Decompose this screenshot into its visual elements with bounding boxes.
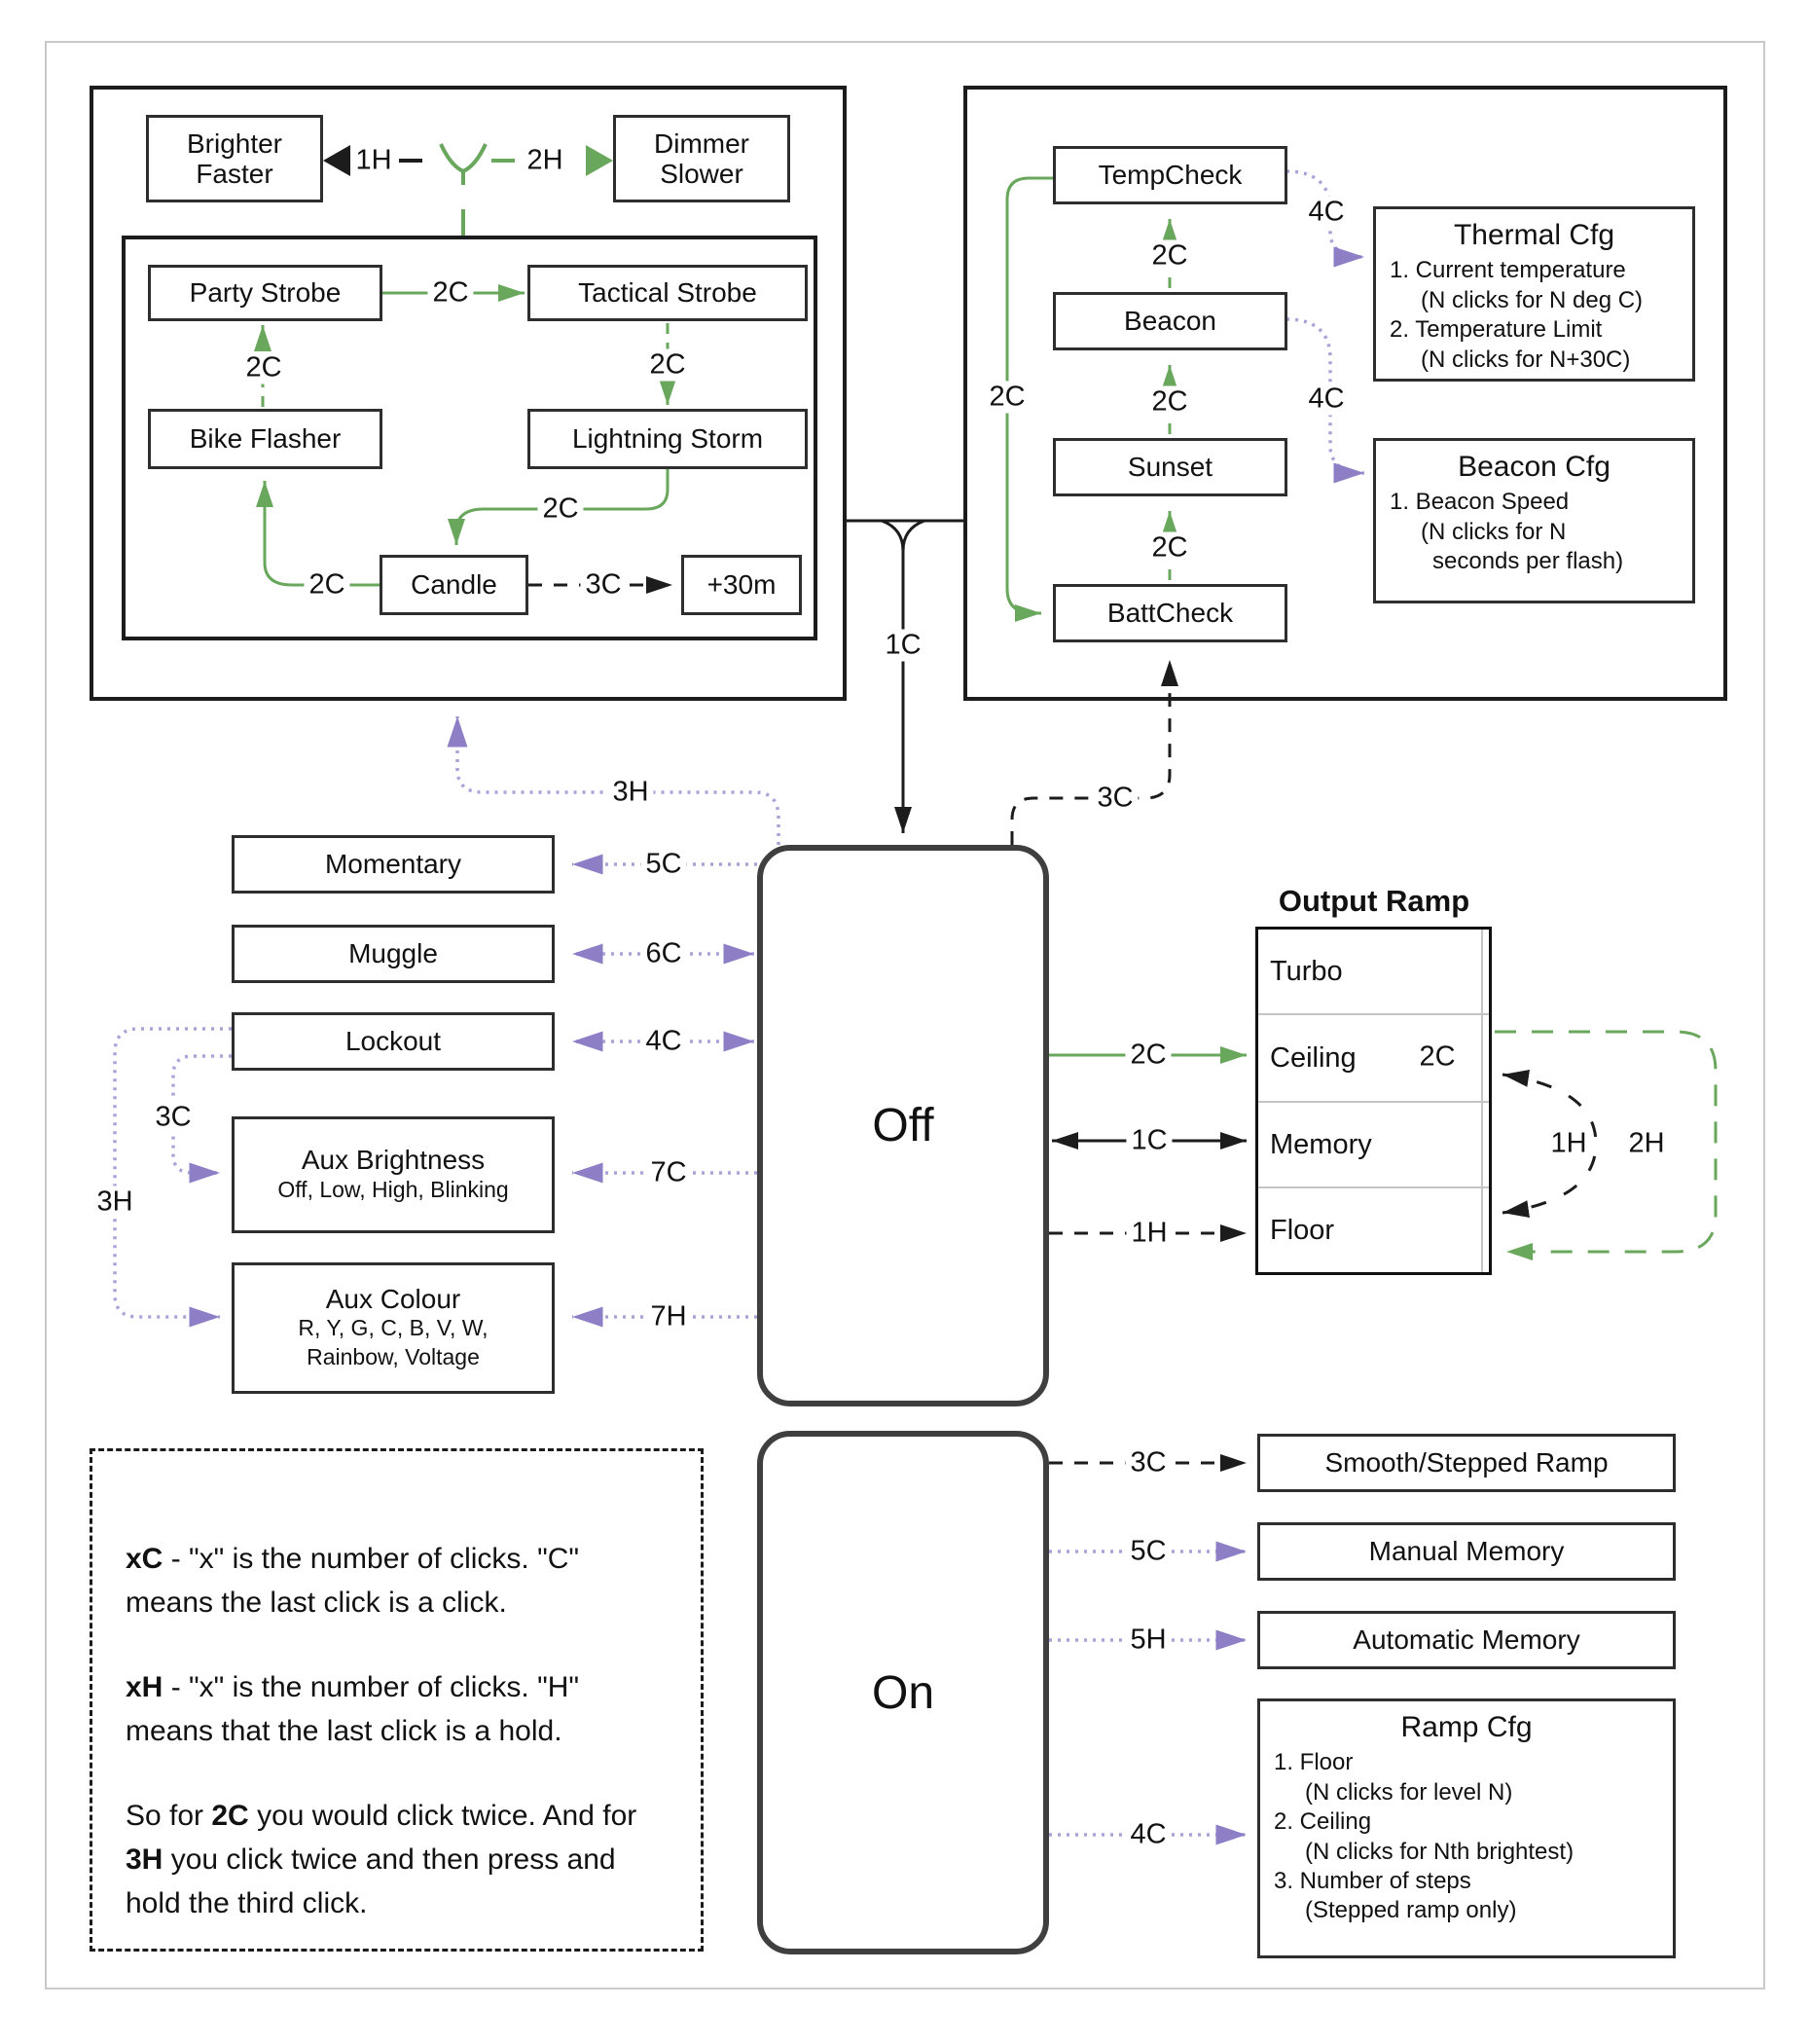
manual-memory-label: Manual Memory (1368, 1536, 1565, 1567)
beacon-label: Beacon (1124, 306, 1216, 337)
label-off-momentary: 5C (640, 849, 686, 881)
bike-label: Bike Flasher (189, 423, 342, 455)
label-candle-plus30: 3C (580, 569, 626, 602)
legend-paragraph-xh (126, 1665, 668, 1753)
label-off-memory: 1C (1126, 1125, 1172, 1157)
beacon-cfg-line: seconds per flash) (1432, 548, 1624, 575)
label-tactical-lightning: 2C (644, 349, 690, 382)
label-sunset-beacon: 2C (1146, 386, 1192, 419)
turbo-label: Turbo (1270, 955, 1343, 987)
lightning-label: Lightning Storm (571, 423, 764, 455)
node-party-strobe (148, 265, 382, 321)
momentary-label: Momentary (324, 849, 462, 880)
tempcheck-label: TempCheck (1098, 160, 1243, 191)
label-off-floor: 1H (1126, 1218, 1172, 1250)
thermal-cfg-line: (N clicks for N+30C) (1421, 346, 1631, 373)
dimmer-line1: Dimmer (654, 128, 749, 159)
node-smooth-stepped-ramp (1257, 1434, 1676, 1492)
label-beacon-beaconcfg: 4C (1303, 383, 1349, 416)
legend-xh-text: - "x" is the number of clicks. "H" means that the last click is a hold. (126, 1671, 580, 1747)
on-label: On (871, 1666, 935, 1719)
label-tempcheck-thermal: 4C (1303, 197, 1349, 229)
node-dimmer-slower (613, 115, 790, 202)
battcheck-label: BattCheck (1106, 598, 1234, 629)
beacon-cfg-line: (N clicks for N (1421, 518, 1567, 545)
label-bike-party: 2C (240, 352, 286, 384)
lockout-label: Lockout (344, 1026, 442, 1057)
legend-box (90, 1448, 704, 1952)
label-off-auxcolour: 7H (645, 1301, 691, 1333)
output-ramp-table (1255, 927, 1492, 1275)
muggle-label: Muggle (348, 938, 438, 969)
node-momentary (232, 835, 555, 894)
ceiling-label: Ceiling (1270, 1041, 1357, 1074)
label-on-manual: 5C (1125, 1536, 1171, 1568)
ramp-cfg-line: (N clicks for level N) (1305, 1778, 1513, 1806)
label-party-tactical: 2C (427, 277, 473, 310)
edge-ramp-wrap-arc (1495, 1032, 1716, 1252)
label-off-ceiling: 2C (1125, 1040, 1171, 1072)
label-off-battcheck: 3C (1092, 783, 1138, 815)
thermal-cfg-line: (N clicks for N deg C) (1421, 286, 1644, 313)
tactical-label: Tactical Strobe (578, 277, 757, 309)
node-lightning-storm (527, 409, 808, 469)
label-beacon-tempcheck: 2C (1146, 240, 1192, 273)
label-off-lockout: 4C (640, 1026, 686, 1058)
candle-label: Candle (411, 569, 497, 601)
label-lockout-auxcolour: 3H (91, 1186, 137, 1219)
label-enter-off: 1C (880, 630, 925, 662)
label-2h-nav: 2H (522, 145, 567, 177)
node-muggle (232, 925, 555, 983)
ramp-gutter-line (1481, 930, 1483, 1272)
brighter-line1: Brighter (186, 128, 283, 159)
legend-example-text: you click twice and then press and hold the third click. (126, 1843, 616, 1919)
node-brighter-faster (146, 115, 323, 202)
aux-colour-options2: Rainbow, Voltage (307, 1344, 480, 1370)
node-battcheck (1053, 584, 1287, 642)
node-tactical-strobe (527, 265, 808, 321)
ramp-cfg-line: 3. Number of steps (1274, 1867, 1471, 1894)
node-lockout (232, 1012, 555, 1071)
node-candle (380, 555, 528, 615)
label-off-muggle: 6C (640, 938, 686, 970)
label-ceiling-floor-arc: 1H (1545, 1128, 1591, 1160)
floor-label: Floor (1270, 1214, 1335, 1246)
funnel (882, 521, 924, 551)
aux-brightness-title: Aux Brightness (301, 1145, 486, 1176)
label-on-rampcfg: 4C (1125, 1819, 1171, 1851)
sunset-label: Sunset (1127, 452, 1213, 483)
legend-xh-term: xH (126, 1671, 163, 1703)
beacon-cfg-line: 1. Beacon Speed (1390, 489, 1570, 516)
label-batt-sunset: 2C (1146, 532, 1192, 565)
state-on (757, 1431, 1049, 1954)
label-off-auxbrightness: 7C (645, 1157, 691, 1189)
memory-label: Memory (1270, 1128, 1372, 1160)
node-automatic-memory (1257, 1611, 1676, 1669)
node-beacon (1053, 292, 1287, 350)
plus30-label: +30m (706, 569, 777, 601)
ramp-cfg-line: 2. Ceiling (1274, 1808, 1372, 1836)
aux-brightness-options: Off, Low, High, Blinking (277, 1176, 509, 1202)
edge-lockout-auxcolour (115, 1029, 232, 1317)
party-label: Party Strobe (189, 277, 342, 309)
thermal-cfg-line: 1. Current temperature (1390, 257, 1626, 284)
ramp-cfg-title: Ramp Cfg (1400, 1711, 1533, 1743)
node-tempcheck (1053, 146, 1287, 204)
dimmer-line2: Slower (660, 159, 743, 189)
label-tempcheck-battcheck: 2C (984, 382, 1030, 414)
thermal-cfg-box (1373, 206, 1695, 382)
legend-example-2c: 2C (211, 1800, 249, 1832)
label-lightning-candle: 2C (537, 493, 583, 526)
node-aux-colour (232, 1262, 555, 1394)
automatic-memory-label: Automatic Memory (1353, 1624, 1580, 1656)
off-label: Off (872, 1100, 934, 1151)
ramp-cfg-line: 1. Floor (1274, 1749, 1354, 1776)
node-plus-30m (681, 555, 802, 615)
thermal-cfg-line: 2. Temperature Limit (1390, 316, 1603, 344)
smooth-label: Smooth/Stepped Ramp (1324, 1447, 1609, 1478)
label-1h-nav: 1H (350, 145, 396, 177)
aux-colour-title: Aux Colour (325, 1283, 461, 1314)
label-candle-bike: 2C (304, 569, 349, 602)
node-manual-memory (1257, 1522, 1676, 1581)
beacon-cfg-box (1373, 438, 1695, 603)
legend-example-text: you would click twice. And for (248, 1800, 637, 1832)
label-ramp-internal: 2C (1414, 1041, 1460, 1074)
label-off-strobes: 3H (607, 777, 653, 809)
legend-xc-term: xC (126, 1543, 163, 1575)
node-bike-flasher (148, 409, 382, 469)
ramp-cfg-line: (Stepped ramp only) (1305, 1897, 1517, 1924)
output-ramp-title: Output Ramp (1278, 884, 1470, 918)
label-lockout-auxbrightness: 3C (150, 1102, 196, 1134)
brighter-line2: Faster (196, 159, 273, 189)
legend-paragraph-xc (126, 1537, 668, 1624)
ramp-cfg-line: (N clicks for Nth brightest) (1305, 1838, 1575, 1865)
ramp-level-turbo (1258, 930, 1489, 1013)
ramp-level-floor (1258, 1186, 1489, 1272)
thermal-cfg-title: Thermal Cfg (1453, 219, 1615, 251)
ramp-level-memory (1258, 1101, 1489, 1186)
label-ramp-wrap-arc: 2H (1623, 1128, 1669, 1160)
node-aux-brightness (232, 1116, 555, 1233)
beacon-cfg-title: Beacon Cfg (1458, 451, 1611, 483)
legend-xc-text: - "x" is the number of clicks. "C" means the last click is a click. (126, 1543, 580, 1619)
aux-colour-options1: R, Y, G, C, B, V, W, (298, 1315, 489, 1341)
node-sunset (1053, 438, 1287, 496)
ramp-cfg-box (1257, 1698, 1676, 1958)
state-off (757, 845, 1049, 1406)
legend-paragraph-example (126, 1794, 668, 1925)
legend-example-text: So for (126, 1800, 212, 1832)
label-on-auto: 5H (1125, 1624, 1171, 1657)
label-on-smooth: 3C (1125, 1447, 1171, 1479)
legend-example-3h: 3H (126, 1843, 163, 1876)
